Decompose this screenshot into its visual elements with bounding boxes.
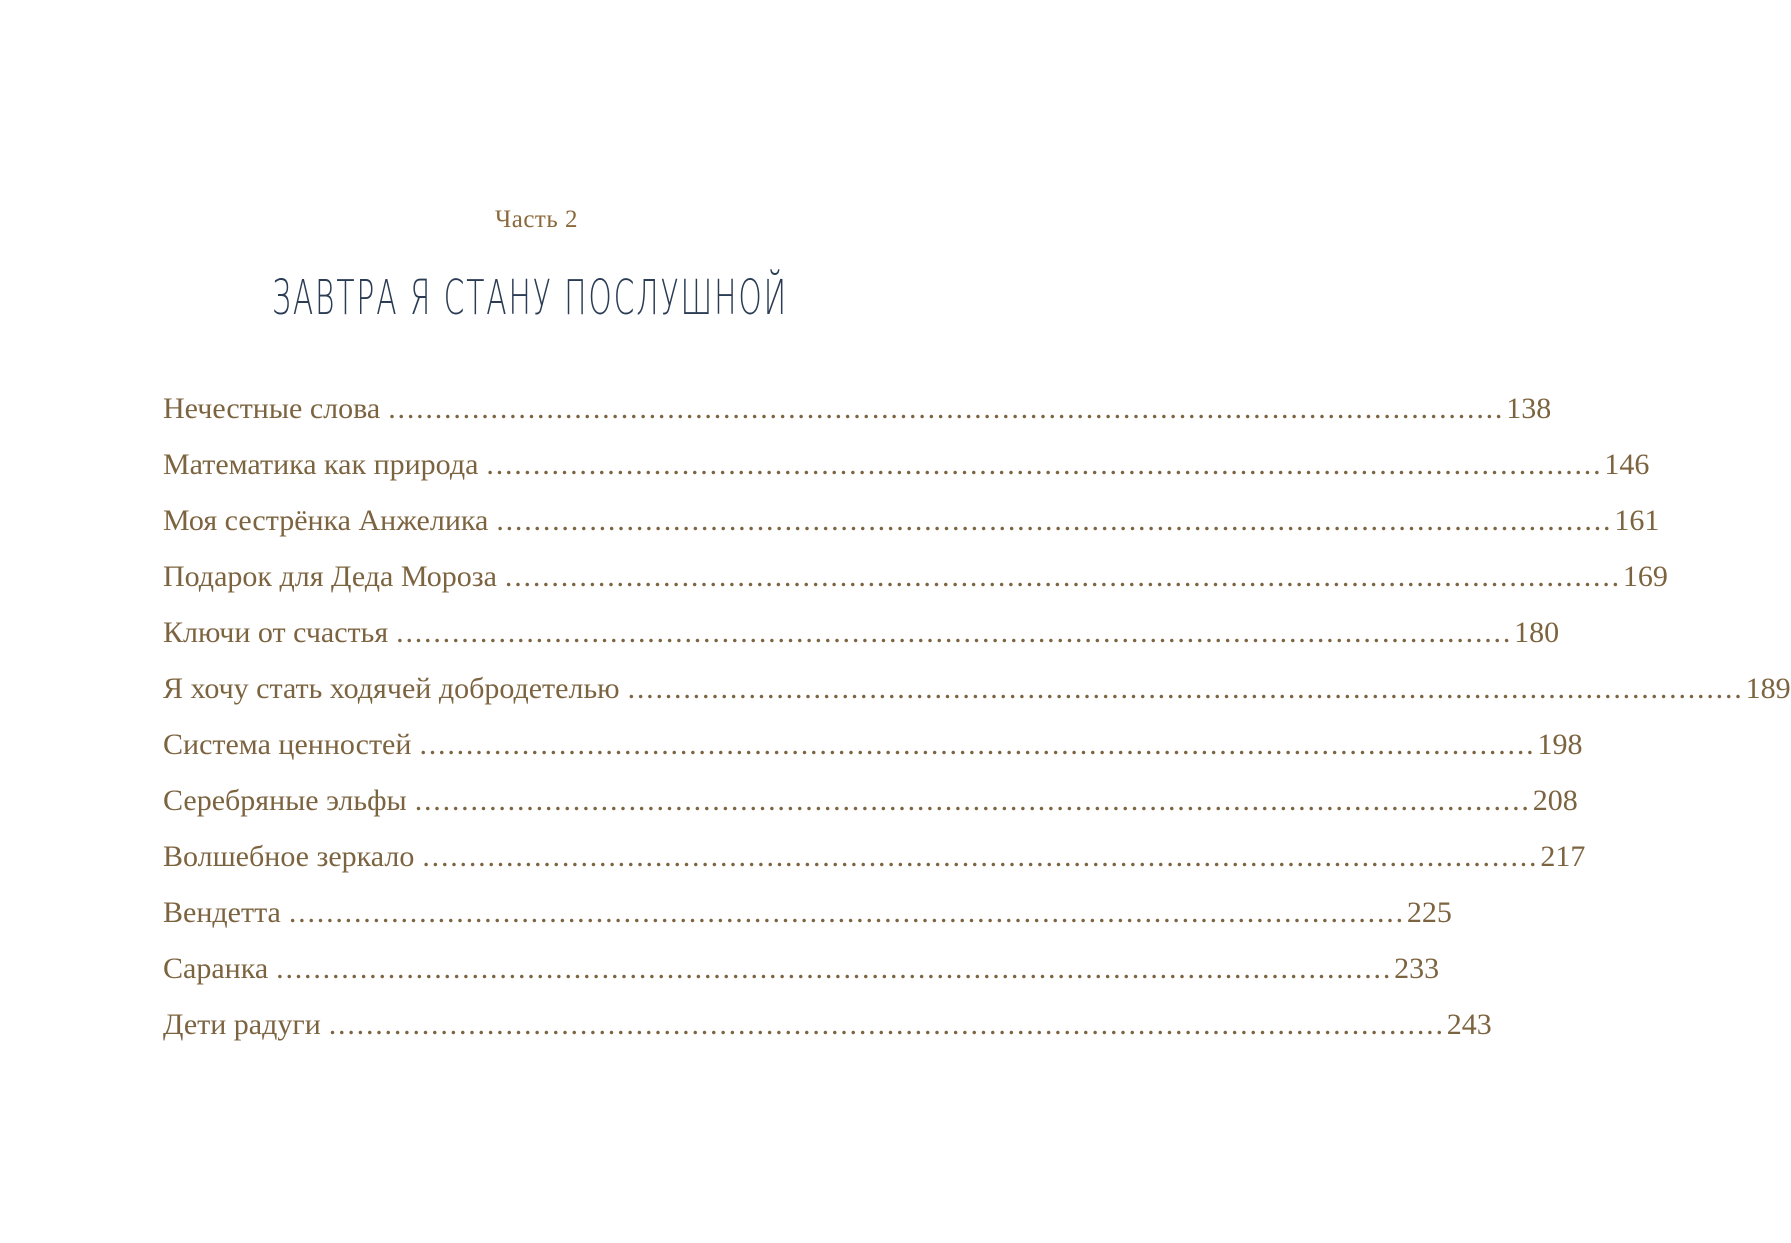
- toc-leader-dots: ........................................................................................................................: [276, 952, 1393, 985]
- toc-leader-dots: ........................................................................................................................: [388, 392, 1505, 425]
- part-label: Часть 2: [494, 206, 579, 233]
- toc-entry-page: 198: [1537, 728, 1583, 761]
- toc-entry[interactable]: [163, 504, 1660, 560]
- toc-leader-dots: ........................................................................................................................: [627, 672, 1744, 705]
- toc-entry-page: 138: [1506, 392, 1552, 425]
- toc-entry-page: 233: [1394, 952, 1440, 985]
- toc-entry[interactable]: [163, 672, 1791, 728]
- toc-entry-title: Саранка: [163, 952, 269, 985]
- toc-entry-page: 169: [1622, 560, 1668, 593]
- toc-entry[interactable]: [163, 840, 1586, 896]
- toc-leader-dots: ........................................................................................................................: [414, 784, 1531, 817]
- toc-leader-dots: ........................................................................................................................: [504, 560, 1621, 593]
- toc-entry[interactable]: [163, 1008, 1492, 1064]
- table-of-contents: [163, 392, 1791, 1064]
- toc-entry-page: 189: [1745, 672, 1791, 705]
- toc-entry[interactable]: [163, 392, 1552, 448]
- toc-leader-dots: ........................................................................................................................: [419, 728, 1536, 761]
- toc-entry-title: Ключи от счастья: [163, 616, 389, 649]
- toc-entry-title: Волшебное зеркало: [163, 840, 415, 873]
- toc-entry-title: Вендетта: [163, 896, 281, 929]
- toc-entry-title: Нечестные слова: [163, 392, 381, 425]
- toc-entry[interactable]: [163, 952, 1440, 1008]
- toc-entry-page: 243: [1446, 1008, 1492, 1041]
- toc-entry[interactable]: [163, 448, 1650, 504]
- toc-entry[interactable]: [163, 560, 1668, 616]
- toc-entry-page: 208: [1532, 784, 1578, 817]
- toc-entry-page: 161: [1614, 504, 1660, 537]
- toc-entry[interactable]: [163, 616, 1560, 672]
- toc-entry-title: Серебряные эльфы: [163, 784, 407, 817]
- toc-entry-title: Моя сестрёнка Анжелика: [163, 504, 489, 537]
- toc-entry-title: Система ценностей: [163, 728, 412, 761]
- toc-leader-dots: ........................................................................................................................: [328, 1008, 1445, 1041]
- toc-leader-dots: ........................................................................................................................: [422, 840, 1539, 873]
- toc-leader-dots: ........................................................................................................................: [288, 896, 1405, 929]
- toc-entry-title: Я хочу стать ходячей добродетелью: [163, 672, 620, 705]
- toc-entry[interactable]: [163, 896, 1452, 952]
- toc-leader-dots: ........................................................................................................................: [496, 504, 1613, 537]
- toc-entry-page: 146: [1604, 448, 1650, 481]
- part-title: ЗАВТРА Я СТАНУ ПОСЛУШНОЙ: [272, 270, 788, 326]
- toc-entry-page: 217: [1540, 840, 1586, 873]
- toc-entry[interactable]: [163, 728, 1583, 784]
- toc-leader-dots: ........................................................................................................................: [396, 616, 1513, 649]
- toc-entry-page: 225: [1406, 896, 1452, 929]
- toc-entry-title: Дети радуги: [163, 1008, 321, 1041]
- toc-entry-title: Подарок для Деда Мороза: [163, 560, 497, 593]
- toc-entry-title: Математика как природа: [163, 448, 479, 481]
- toc-leader-dots: ........................................................................................................................: [486, 448, 1603, 481]
- toc-entry[interactable]: [163, 784, 1578, 840]
- toc-entry-page: 180: [1514, 616, 1560, 649]
